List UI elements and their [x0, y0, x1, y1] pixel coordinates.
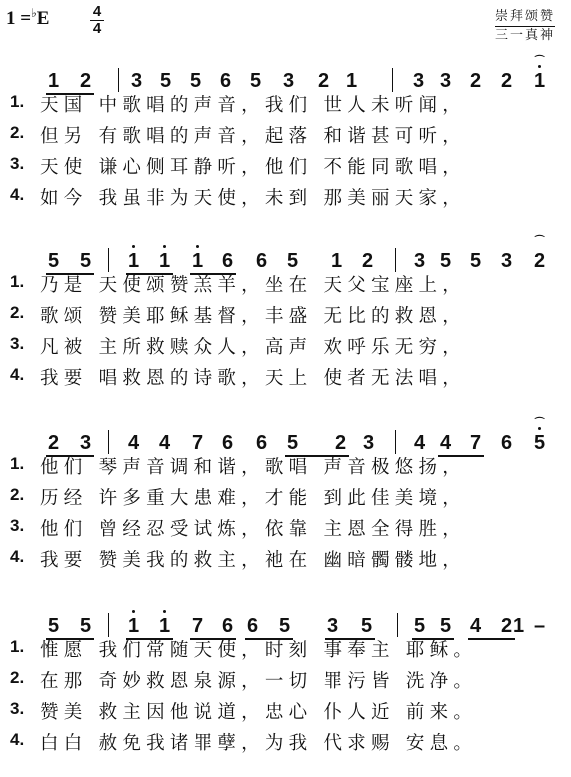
verse-number: 4.: [10, 365, 25, 384]
jianpu-note: 1: [159, 251, 170, 271]
lyric-text: 他们 曾经忍受试炼，依靠 主恩全得胜，: [40, 519, 467, 540]
lyric-text: 凡被 主所救赎众人，高声 欢呼乐无穷，: [40, 337, 467, 358]
jianpu-note: 5 ⌒: [534, 418, 546, 454]
flat-sign: ♭: [31, 6, 37, 20]
verse-number: 1.: [10, 454, 25, 473]
jianpu-note: 5: [361, 615, 373, 637]
high-octave-dot: [132, 245, 135, 248]
verse-number: 3.: [10, 334, 25, 353]
jianpu-note: 3: [440, 70, 452, 92]
lyric-line: [0, 86, 571, 119]
lyric-text: 他们 琴声音调和谐，歌唱 声音极悠扬，: [40, 457, 467, 478]
high-octave-dot: [163, 245, 166, 248]
jianpu-note: 5: [440, 615, 452, 637]
time-signature: [90, 5, 104, 36]
fermata-icon: ⌒: [534, 236, 545, 247]
jianpu-note: 6: [220, 70, 232, 92]
jianpu-note: 6: [222, 615, 234, 637]
time-denominator: 4: [92, 20, 102, 37]
lyric-text: 惟愿 我们常随天使，时刻 事奉主 耶稣。: [40, 640, 478, 661]
jianpu-note: 5: [250, 70, 262, 92]
lyric-line: [0, 662, 571, 695]
verse-number: 2.: [10, 123, 25, 142]
verse-number: 2.: [10, 485, 25, 504]
jianpu-note: 3: [327, 615, 339, 637]
jianpu-note: 3: [131, 70, 143, 92]
jianpu-note: 1: [346, 70, 358, 92]
jianpu-note: 5: [80, 615, 92, 637]
lyric-text: 歌颂 赞美耶稣基督，丰盛 无比的救恩，: [40, 306, 467, 327]
jianpu-note: 5: [470, 250, 482, 272]
jianpu-note: 2: [80, 70, 92, 92]
verse-number: 1.: [10, 637, 25, 656]
lyric-line: [0, 297, 571, 330]
high-octave-dot: [163, 610, 166, 613]
jianpu-note: 6: [256, 432, 268, 454]
lyric-text: 我要 唱救恩的诗歌，天上 使者无法唱，: [40, 368, 467, 389]
fermata-icon: ⌒: [534, 418, 545, 429]
jianpu-note: 1: [192, 251, 203, 271]
verse-number: 1.: [10, 272, 25, 291]
jianpu-note: 1: [159, 616, 170, 636]
jianpu-note: 6: [247, 615, 259, 637]
verse-number: 3.: [10, 516, 25, 535]
jianpu-note: 3: [80, 432, 92, 454]
jianpu-note: 5: [279, 615, 291, 637]
lyric-text: 在那 奇妙救恩泉源，一切 罪污皆 洗净。: [40, 671, 478, 692]
jianpu-note: 1: [128, 616, 139, 636]
hymnal-name: 三一真神: [494, 28, 555, 43]
lyric-line: [0, 179, 571, 212]
jianpu-note: 6: [222, 432, 234, 454]
high-octave-dot: [132, 610, 135, 613]
jianpu-note: 5: [48, 615, 60, 637]
jianpu-note: 1: [513, 615, 525, 637]
lyric-text: 乃是 天使颂赞羔羊，坐在 天父宝座上，: [40, 275, 467, 296]
jianpu-note: 6: [222, 250, 234, 272]
lyric-text: 天使 谦心侧耳静听，他们 不能同歌唱，: [40, 157, 467, 178]
lyric-line: [0, 359, 571, 392]
lyric-line: [0, 148, 571, 181]
jianpu-note: 2: [501, 615, 513, 637]
jianpu-note: 5: [160, 70, 172, 92]
jianpu-note: 2: [48, 432, 60, 454]
jianpu-note: 2: [470, 70, 482, 92]
jianpu-note: 1: [128, 251, 139, 271]
time-numerator: 4: [92, 3, 102, 20]
jianpu-note: 2: [362, 250, 374, 272]
jianpu-note: 4: [470, 615, 482, 637]
high-octave-dot: [196, 245, 199, 248]
lyric-text: 如今 我虽非为天使，未到 那美丽天家，: [40, 188, 467, 209]
jianpu-note: 5: [48, 250, 60, 272]
lyric-text: 白白 赦免我诸罪孽，为我 代求赐 安息。: [40, 733, 478, 754]
jianpu-note: 4: [440, 432, 452, 454]
lyric-text: 历经 许多重大患难，才能 到此佳美境，: [40, 488, 467, 509]
verse-number: 1.: [10, 92, 25, 111]
jianpu-note: 1 ⌒: [534, 56, 546, 92]
jianpu-note: 7: [192, 432, 204, 454]
jianpu-note: 3: [363, 432, 375, 454]
jianpu-note: 2: [318, 70, 330, 92]
jianpu-note: 5: [190, 70, 202, 92]
jianpu-note: 4: [414, 432, 426, 454]
lyric-line: [0, 448, 571, 481]
lyric-line: [0, 479, 571, 512]
hymn-info: [495, 8, 555, 45]
lyric-text: 赞美 救主因他说道，忠心 仆人近 前来。: [40, 702, 478, 723]
jianpu-note: 6: [501, 432, 513, 454]
verse-number: 2.: [10, 668, 25, 687]
jianpu-note: 3: [501, 250, 513, 272]
jianpu-note: 5: [287, 432, 299, 454]
jianpu-note: 4: [128, 432, 140, 454]
jianpu-note: 7: [470, 432, 482, 454]
key-prefix: 1 =: [6, 8, 32, 29]
lyric-line: [0, 117, 571, 150]
key-note: E: [36, 8, 50, 29]
fermata-icon: ⌒: [534, 56, 545, 67]
verse-number: 3.: [10, 154, 25, 173]
jianpu-note: 3: [414, 250, 426, 272]
verse-number: 4.: [10, 185, 25, 204]
jianpu-note: 1: [331, 250, 343, 272]
verse-number: 4.: [10, 547, 25, 566]
jianpu-note: 5: [287, 250, 299, 272]
verse-number: 3.: [10, 699, 25, 718]
jianpu-note: 4: [159, 432, 171, 454]
jianpu-note: 1: [48, 70, 60, 92]
jianpu-note: 5: [414, 615, 426, 637]
jianpu-note: 5: [440, 250, 452, 272]
jianpu-note: 2: [335, 432, 347, 454]
jianpu-note: 2: [501, 70, 513, 92]
jianpu-note: 6: [256, 250, 268, 272]
verse-number: 4.: [10, 730, 25, 749]
jianpu-note: 3: [283, 70, 295, 92]
jianpu-note: 2 ⌒: [534, 236, 546, 272]
key-signature: [6, 8, 49, 30]
lyric-line: [0, 266, 571, 299]
lyric-line: [0, 724, 571, 757]
lyric-line: [0, 328, 571, 361]
verse-number: 2.: [10, 303, 25, 322]
lyric-text: 天国 中歌唱的声音，我们 世人未听闻，: [40, 95, 467, 116]
hymn-category: 崇拜颂赞: [495, 8, 555, 27]
lyric-line: [0, 510, 571, 543]
lyric-text: 但另 有歌唱的声音，起落 和谐甚可听，: [40, 126, 467, 147]
lyric-text: 我要 赞美我的救主，祂在 幽暗髑髅地，: [40, 550, 467, 571]
lyric-line: [0, 631, 571, 664]
lyric-line: [0, 693, 571, 726]
lyric-line: [0, 541, 571, 574]
jianpu-note: 5: [80, 250, 92, 272]
dash-extension: –: [534, 615, 546, 637]
jianpu-note: 7: [192, 615, 204, 637]
jianpu-note: 3: [413, 70, 425, 92]
